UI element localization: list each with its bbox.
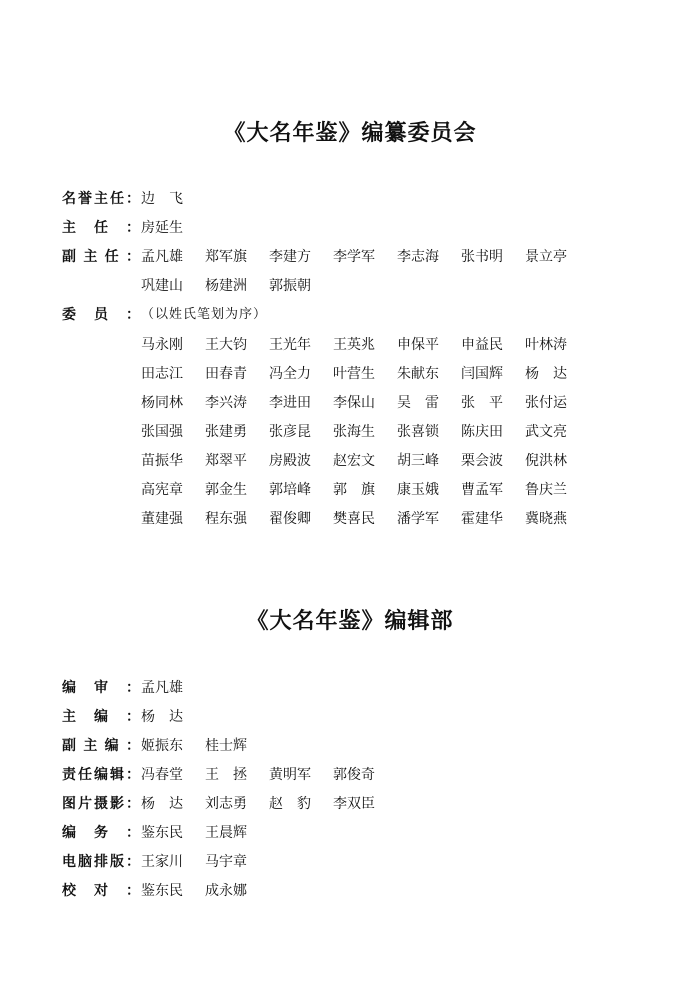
label-typesetting: 电 脑 排 版 ：: [62, 854, 140, 870]
name: 苗振华: [141, 453, 183, 469]
name: 房延生: [141, 220, 183, 236]
name: 朱献东: [397, 366, 439, 382]
name: 曹孟军: [461, 482, 503, 498]
editorial-title: 《大名年鉴》编辑部: [246, 608, 454, 634]
name: 冯春堂: [141, 767, 183, 783]
name: 孟凡雄: [141, 249, 183, 265]
label-photography: 图 片 摄 影 ：: [62, 796, 140, 812]
name: 张建勇: [205, 424, 247, 440]
name: 申保平: [397, 337, 439, 353]
name: 郭金生: [205, 482, 247, 498]
name: 黄明军: [269, 767, 311, 783]
deputy-director-row-1: [141, 247, 589, 267]
name: 冀晓燕: [525, 511, 567, 527]
name: 田春青: [205, 366, 247, 382]
editorial-affairs-names: [141, 823, 269, 843]
reviewer-names: [141, 678, 205, 698]
name: 孟凡雄: [141, 680, 183, 696]
name: 张付运: [525, 395, 567, 411]
members-row-6: [141, 480, 589, 500]
name: 王晨辉: [205, 825, 247, 841]
name: 张彦昆: [269, 424, 311, 440]
name: 郭俊奇: [333, 767, 375, 783]
name: 高宪章: [141, 482, 183, 498]
name: 郭培峰: [269, 482, 311, 498]
honorary-director-names: [141, 189, 205, 209]
name: 郭 旗: [333, 482, 375, 498]
typesetting-names: [141, 852, 269, 872]
label-deputy-editor: 副 主 编 ：: [62, 738, 140, 754]
name: 刘志勇: [205, 796, 247, 812]
name: 申益民: [461, 337, 503, 353]
name: 桂士辉: [205, 738, 247, 754]
label-deputy-director: 副 主 任 ：: [62, 249, 140, 265]
name: 成永娜: [205, 883, 247, 899]
label-proofreading: 校 对 ：: [62, 883, 140, 899]
name: 霍建华: [461, 511, 503, 527]
label-editor-in-chief: 主 编 ：: [62, 709, 140, 725]
name: 李兴涛: [205, 395, 247, 411]
name: 王 拯: [205, 767, 247, 783]
label-director: 主 任 ：: [62, 220, 140, 236]
deputy-director-row-2: [141, 276, 333, 296]
name: 杨建洲: [205, 278, 247, 294]
name: 张书明: [461, 249, 503, 265]
name: 鲁庆兰: [525, 482, 567, 498]
name: 潘学军: [397, 511, 439, 527]
name: 康玉娥: [397, 482, 439, 498]
deputy-editor-names: [141, 736, 269, 756]
name: 翟俊卿: [269, 511, 311, 527]
label-members: 委 员 ：: [62, 307, 140, 323]
proofreading-names: [141, 881, 269, 901]
label-honorary-director: 名 誉 主 任 ：: [62, 191, 140, 207]
photography-names: [141, 794, 397, 814]
name: 赵 豹: [269, 796, 311, 812]
name: 房殿波: [269, 453, 311, 469]
label-responsible-editor: 责 任 编 辑 ：: [62, 767, 140, 783]
name: 冯全力: [269, 366, 311, 382]
name: 边 飞: [141, 191, 183, 207]
name: 张 平: [461, 395, 503, 411]
name: 李双臣: [333, 796, 375, 812]
name: 张喜锁: [397, 424, 439, 440]
name: 景立亭: [525, 249, 567, 265]
members-row-2: [141, 364, 589, 384]
editor-in-chief-names: [141, 707, 205, 727]
name: 张海生: [333, 424, 375, 440]
name: 杨 达: [141, 709, 183, 725]
committee-title: 《大名年鉴》编纂委员会: [223, 120, 477, 146]
name: 闫国辉: [461, 366, 503, 382]
members-note: （以姓氏笔划为序）: [141, 307, 268, 322]
responsible-editor-names: [141, 765, 397, 785]
name: 叶营生: [333, 366, 375, 382]
name: 杨 达: [525, 366, 567, 382]
label-editorial-affairs: 编 务 ：: [62, 825, 140, 841]
label-reviewer: 编 审 ：: [62, 680, 140, 696]
name: 樊喜民: [333, 511, 375, 527]
name: 胡三峰: [397, 453, 439, 469]
name: 鉴东民: [141, 883, 183, 899]
name: 王大钧: [205, 337, 247, 353]
members-row-5: [141, 451, 589, 471]
name: 马永刚: [141, 337, 183, 353]
name: 李学军: [333, 249, 375, 265]
members-row-7: [141, 509, 589, 529]
name: 吴 雷: [397, 395, 439, 411]
name: 李志海: [397, 249, 439, 265]
name: 郭振朝: [269, 278, 311, 294]
name: 陈庆田: [461, 424, 503, 440]
name: 董建强: [141, 511, 183, 527]
name: 赵宏文: [333, 453, 375, 469]
name: 巩建山: [141, 278, 183, 294]
name: 杨同林: [141, 395, 183, 411]
name: 李建方: [269, 249, 311, 265]
name: 田志江: [141, 366, 183, 382]
name: 王光年: [269, 337, 311, 353]
name: 武文亮: [525, 424, 567, 440]
name: 李保山: [333, 395, 375, 411]
name: 郑翠平: [205, 453, 247, 469]
name: 王家川: [141, 854, 183, 870]
name: 王英兆: [333, 337, 375, 353]
director-names: [141, 218, 205, 238]
name: 马宇章: [205, 854, 247, 870]
name: 鉴东民: [141, 825, 183, 841]
name: 杨 达: [141, 796, 183, 812]
name: 倪洪林: [525, 453, 567, 469]
name: 郑军旗: [205, 249, 247, 265]
members-row-4: [141, 422, 589, 442]
name: 李进田: [269, 395, 311, 411]
name: 栗会波: [461, 453, 503, 469]
name: 姬振东: [141, 738, 183, 754]
members-row-1: [141, 335, 589, 355]
name: 叶林涛: [525, 337, 567, 353]
name: 程东强: [205, 511, 247, 527]
members-row-3: [141, 393, 589, 413]
name: 张国强: [141, 424, 183, 440]
